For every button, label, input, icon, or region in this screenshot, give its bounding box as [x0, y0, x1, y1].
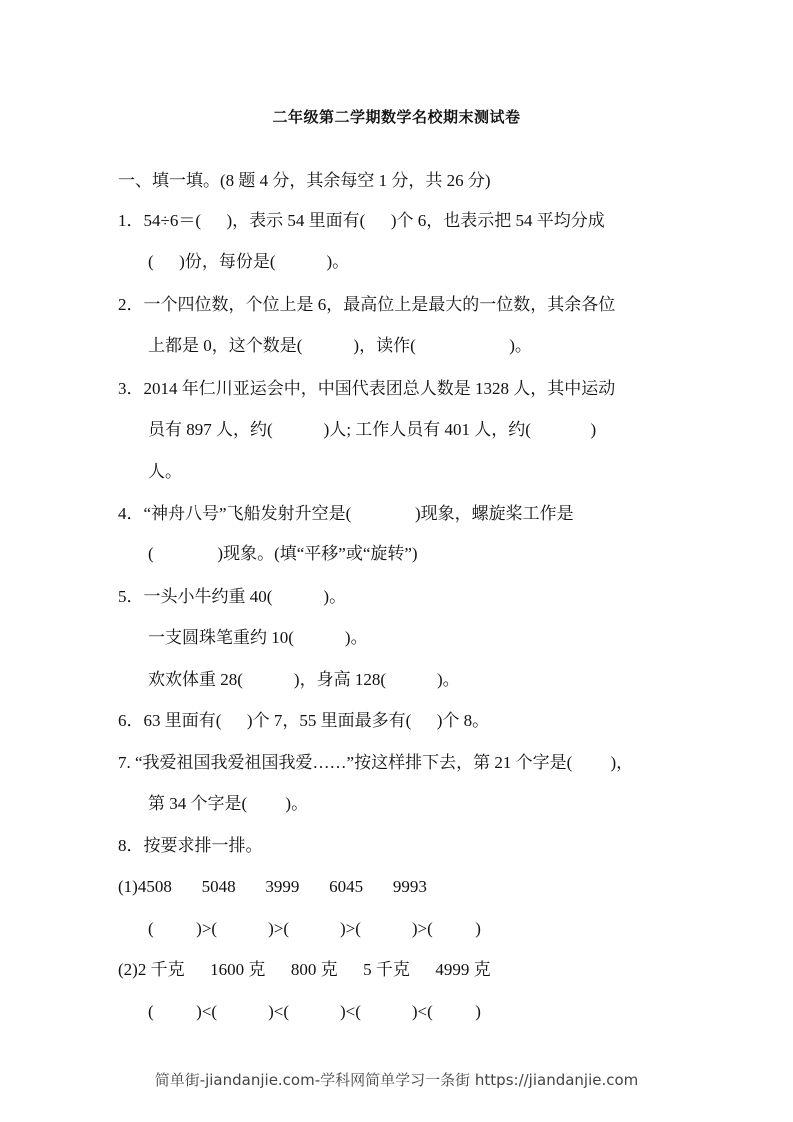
- question-4-line-2: ( )现象。(填“平移”或“旋转”): [148, 544, 418, 563]
- page-title: 二年级第二学期数学名校期末测试卷: [272, 108, 521, 126]
- question-2-line-1: 2．一个四位数，个位上是 6，最高位上是最大的一位数，其余各位: [118, 295, 616, 314]
- question-7-line-2: 第 34 个字是( )。: [148, 794, 309, 813]
- question-5-line-2: 一支圆珠笔重约 10( )。: [148, 628, 368, 647]
- question-4-line-1: 4．“神舟八号”飞船发射升空是( )现象，螺旋桨工作是: [118, 504, 574, 523]
- question-8-part-2-weights: (2)2 千克 1600 克 800 克 5 千克 4999 克: [118, 960, 491, 979]
- question-8-part-1-blanks: ( )>( )>( )>( )>( ): [148, 919, 481, 938]
- question-6: 6．63 里面有( )个 7，55 里面最多有( )个 8。: [118, 711, 490, 730]
- question-3-line-3: 人。: [148, 462, 182, 481]
- question-8-part-2-blanks: ( )<( )<( )<( )<( ): [148, 1002, 481, 1021]
- question-3-line-1: 3．2014 年仁川亚运会中，中国代表团总人数是 1328 人，其中运动: [118, 379, 616, 398]
- question-5-line-3: 欢欢体重 28( )，身高 128( )。: [148, 670, 460, 689]
- question-1-line-1: 1．54÷6＝( )，表示 54 里面有( )个 6，也表示把 54 平均分成: [118, 211, 605, 230]
- question-1-line-2: ( )份，每份是( )。: [148, 252, 350, 271]
- question-8-part-1-numbers: (1)4508 5048 3999 6045 9993: [118, 877, 427, 896]
- section-heading: 一、填一填。(8 题 4 分，其余每空 1 分，共 26 分): [118, 171, 491, 190]
- footer-watermark: 简单街-jiandanjie.com-学科网简单学习一条街 https://jiandanjie.com: [154, 1071, 639, 1089]
- question-5-line-1: 5．一头小牛约重 40( )。: [118, 587, 347, 606]
- question-3-line-2: 员有 897 人，约( )人; 工作人员有 401 人，约( ): [148, 420, 597, 439]
- question-2-line-2: 上都是 0，这个数是( )，读作( )。: [148, 336, 532, 355]
- question-7-line-1: 7. “我爱祖国我爱祖国我爱……”按这样排下去，第 21 个字是( )，: [118, 753, 634, 772]
- question-8: 8．按要求排一排。: [118, 836, 263, 855]
